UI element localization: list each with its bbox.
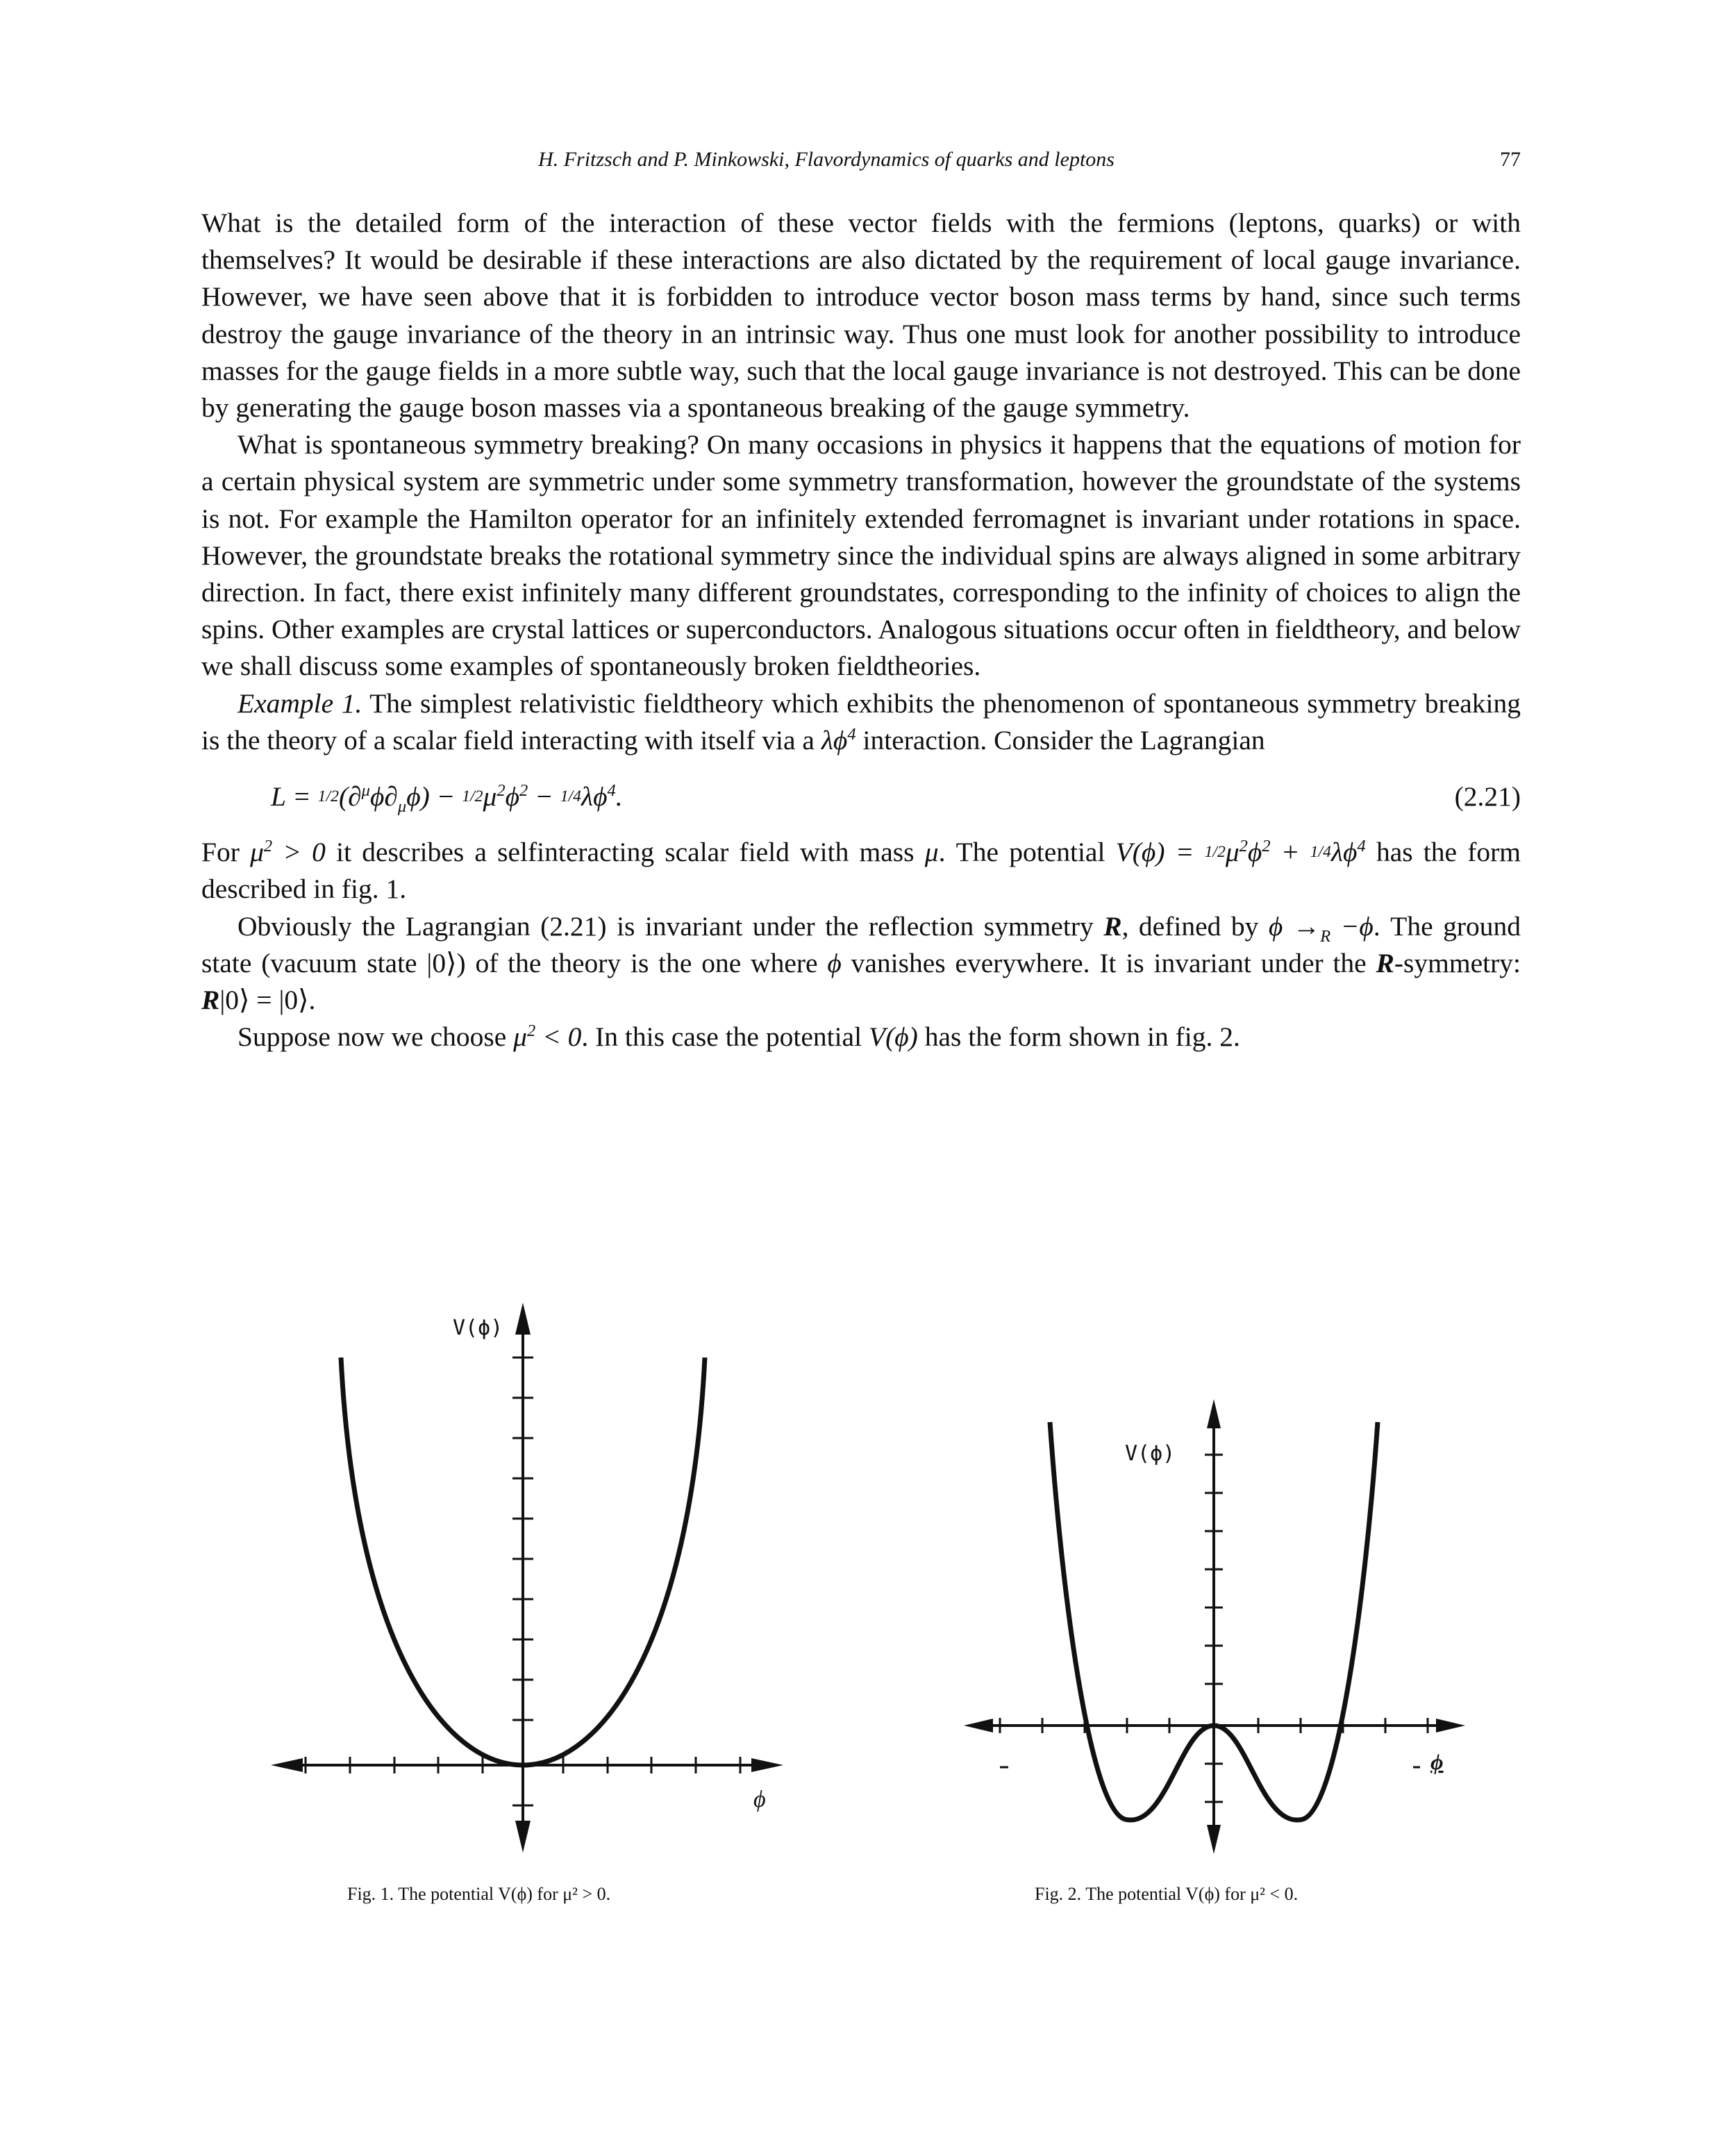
fig1-y-label: V(ϕ) bbox=[453, 1316, 503, 1340]
math-phi: ϕ bbox=[827, 947, 842, 978]
math-potential: $V(\phi) = 1/2\mu^2\phi^2 + 1/4\lambda\phi^4$ bbox=[1115, 836, 1366, 868]
page-number: 77 bbox=[1500, 148, 1521, 171]
figure-2 bbox=[958, 1392, 1479, 1857]
fig1-x-arrow-left bbox=[271, 1758, 303, 1772]
equation-2-21 bbox=[201, 759, 1521, 834]
paragraph-4: For $\mu^2 > 0$ it describes a selfinteracting scalar field with mass μ. The potential $V(\phi) = 1/2\mu^2\phi^2 + 1/4\lambda\phi^4$ has the form described in fig. 1. bbox=[201, 836, 1521, 905]
figure-2-caption: Fig. 2. The potential V(ϕ) for μ² < 0. bbox=[1035, 1884, 1299, 1904]
math-mu2-positive: $\mu^2 > 0$ bbox=[250, 836, 326, 868]
math-mu: μ bbox=[924, 837, 939, 868]
math-R-3: R bbox=[201, 984, 220, 1015]
math-mu2-negative: $\mu^2 < 0$ bbox=[513, 1021, 582, 1053]
fig2-x-label: ϕ bbox=[1430, 1749, 1444, 1774]
page-header bbox=[201, 148, 1521, 183]
fig1-x-arrow-right bbox=[751, 1758, 783, 1772]
paragraph-3-text-b: interaction. Consider the Lagrangian bbox=[856, 724, 1265, 755]
math-reflection: $\phi \to_R -\phi$ bbox=[1268, 910, 1374, 946]
math-V-phi: V(ϕ) bbox=[868, 1021, 918, 1053]
math-lambda-phi4: $\lambda\phi^4$ bbox=[821, 724, 856, 755]
fig1-y-arrow-down bbox=[515, 1821, 531, 1853]
example-label: Example 1. bbox=[237, 687, 362, 719]
paragraph-6: Suppose now we choose $\mu^2 < 0$. In this case the potential V(ϕ) has the form shown in fig. 2. bbox=[237, 1021, 1240, 1053]
paragraph-2: What is spontaneous symmetry breaking? On many occasions in physics it happens that the equations of motion for a certain physical system are symmetric under some symmetry transformation, however the groundstate of the systems is not. For example the Hamilton operator for an infinitely extended ferromagnet is invariant under rotations in space. However, the groundstate breaks the rotational symmetry since the individual spins are always aligned in some arbitrary direction. In fact, there exist infinitely many different groundstates, corresponding to the infinity of choices to align the spins. Other examples are crystal lattices or superconductors. Analogous situations occur often in fieldtheory, and below we shall discuss some examples of spontaneously broken fieldtheories. bbox=[201, 429, 1521, 682]
fig1-y-arrow-up bbox=[515, 1303, 531, 1335]
equation-number: (2.21) bbox=[1454, 781, 1521, 812]
paragraph-5: Obviously the Lagrangian (2.21) is invariant under the reflection symmetry R, defined by $\phi \to_R -\phi$. The ground state (vacuum state |0⟩) of the theory is the one where ϕ vanishes everywhere. It is invariant under the R-symmetry: R|0⟩ = |0⟩. bbox=[201, 910, 1521, 1015]
paragraph-1: What is the detailed form of the interaction of these vector fields with the fermions (leptons, quarks) or with themselves? It would be desirable if these interactions are also dictated by the requirement of local gauge invariance. However, we have seen above that it is forbidden to introduce vector boson mass terms by hand, since such terms destroy the gauge invariance of the theory in an intrinsic way. Thus one must look for another possibility to introduce masses for the gauge fields in a more subtle way, such that the local gauge invariance is not destroyed. This can be done by generating the gauge boson masses via a spontaneous breaking of the gauge symmetry. bbox=[201, 208, 1521, 424]
running-head: H. Fritzsch and P. Minkowski, Flavordynamics of quarks and leptons bbox=[538, 148, 1115, 171]
fig2-y-arrow-up bbox=[1207, 1399, 1221, 1428]
fig2-y-arrow-down bbox=[1207, 1825, 1221, 1854]
math-R: R bbox=[1103, 910, 1122, 942]
paragraph-3-text-a: The simplest relativistic fieldtheory which exhibits the phenomenon of spontaneous symmetry breaking is the theory of a scalar field interacting with itself via a bbox=[201, 687, 1521, 755]
fig1-x-label: ϕ bbox=[753, 1787, 766, 1812]
fig2-y-label: V(ϕ) bbox=[1125, 1442, 1176, 1466]
paragraph-3 bbox=[201, 685, 1521, 759]
math-R-2: R bbox=[1376, 947, 1394, 978]
fig2-x-arrow-left bbox=[964, 1719, 993, 1732]
lagrangian-formula: $L = 1/2(\partial^\mu\phi\partial_\mu\phi) - 1/2\mu^2\phi^2 - 1/4\lambda\phi^4$. bbox=[271, 780, 623, 816]
main-text bbox=[201, 205, 1521, 1055]
figure-1-caption: Fig. 1. The potential V(ϕ) for μ² > 0. bbox=[347, 1884, 611, 1904]
fig2-x-arrow-right bbox=[1436, 1719, 1465, 1732]
figure-1 bbox=[264, 1285, 806, 1854]
